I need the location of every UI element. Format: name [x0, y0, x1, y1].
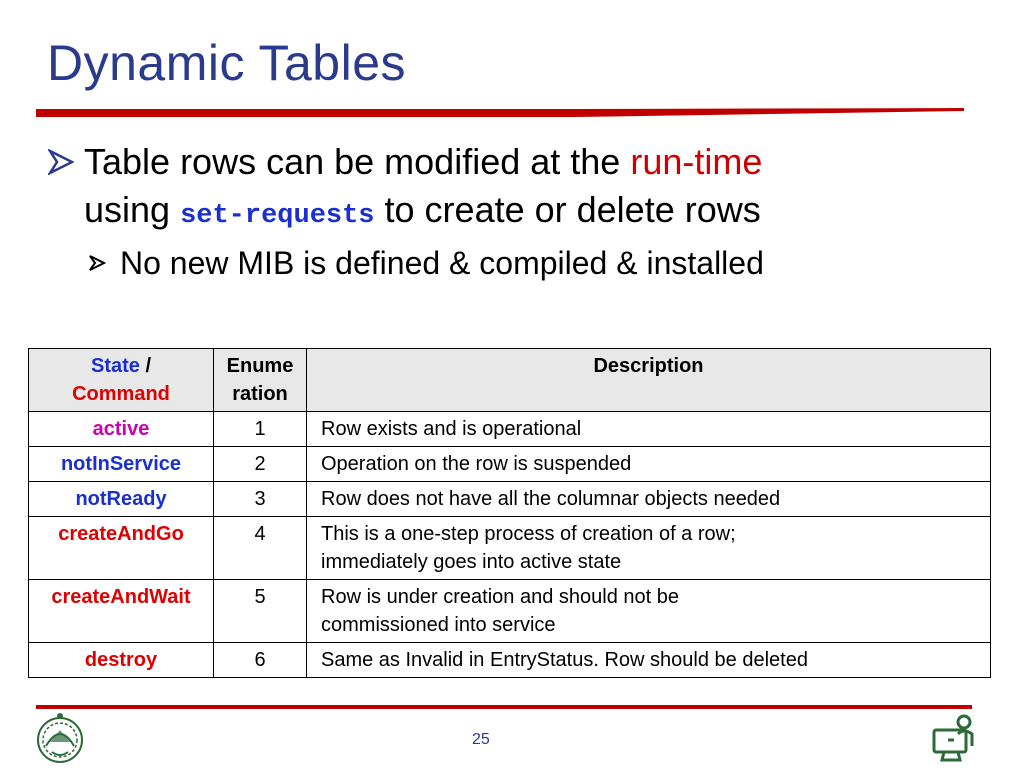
- table-row: [29, 412, 991, 447]
- header-enum-line1: Enume: [226, 355, 294, 377]
- enum-value: 6: [214, 643, 307, 678]
- arrow-bullet-icon: [48, 149, 74, 175]
- command-description: [307, 517, 991, 580]
- sub-bullet-text: No new MIB is defined & compiled & installed: [120, 245, 764, 281]
- title-divider: [36, 108, 964, 120]
- enum-value: 5: [214, 580, 307, 643]
- page-number: 25: [472, 731, 490, 748]
- header-state-command: [29, 349, 214, 412]
- table-row: [29, 580, 991, 643]
- state-name: active: [29, 412, 214, 447]
- table-row: [29, 447, 991, 482]
- bullet-level2: [48, 243, 1008, 283]
- header-enumeration: [214, 349, 307, 412]
- header-description: Description: [307, 349, 991, 412]
- bullet-list: [48, 138, 1008, 283]
- desc-line2: commissioned into service: [321, 614, 556, 636]
- arrow-bullet-icon: [88, 254, 106, 272]
- state-description: [307, 412, 991, 447]
- bullet-text-tail: to create or delete rows: [384, 189, 761, 230]
- header-separator: /: [145, 355, 152, 377]
- table-row: [29, 517, 991, 580]
- command-name: createAndWait: [29, 580, 214, 643]
- state-name: notReady: [29, 482, 214, 517]
- state-description: [307, 482, 991, 517]
- command-description: [307, 580, 991, 643]
- footer-divider: [36, 704, 972, 710]
- state-description: [307, 447, 991, 482]
- state-name: notInService: [29, 447, 214, 482]
- command-name: createAndGo: [29, 517, 214, 580]
- bullet-level1: [48, 138, 1008, 240]
- desc-line2: immediately goes into active state: [321, 551, 622, 573]
- table-row: [29, 643, 991, 678]
- enum-value: 1: [214, 412, 307, 447]
- table-row: [29, 482, 991, 517]
- row-status-table: [28, 348, 991, 678]
- desc-line1: Row does not have all the columnar objects needed: [321, 488, 781, 510]
- command-description: [307, 643, 991, 678]
- desc-line1: Same as Invalid in EntryStatus. Row should be deleted: [321, 649, 808, 671]
- set-requests-code: set-requests: [180, 201, 375, 231]
- desc-line1: Row is under creation and should not be: [321, 586, 680, 608]
- enum-value: 3: [214, 482, 307, 517]
- run-time-highlight: run-time: [630, 141, 763, 182]
- header-command: Command: [72, 383, 170, 405]
- desc-line1: This is a one-step process of creation of a row;: [321, 523, 736, 545]
- enum-value: 2: [214, 447, 307, 482]
- computer-user-icon: [928, 712, 980, 764]
- command-name: destroy: [29, 643, 214, 678]
- header-enum-line2: ration: [232, 383, 288, 405]
- bullet-text: Table rows can be modified at the: [84, 141, 621, 182]
- enum-value: 4: [214, 517, 307, 580]
- desc-line1: Operation on the row is suspended: [321, 453, 632, 475]
- bullet-text-line2: using: [84, 189, 171, 230]
- university-emblem-icon: [32, 712, 88, 764]
- header-state: State: [90, 355, 140, 377]
- desc-line1: Row exists and is operational: [321, 418, 582, 440]
- table-header-row: [29, 349, 991, 412]
- slide-title: Dynamic Tables: [47, 35, 407, 91]
